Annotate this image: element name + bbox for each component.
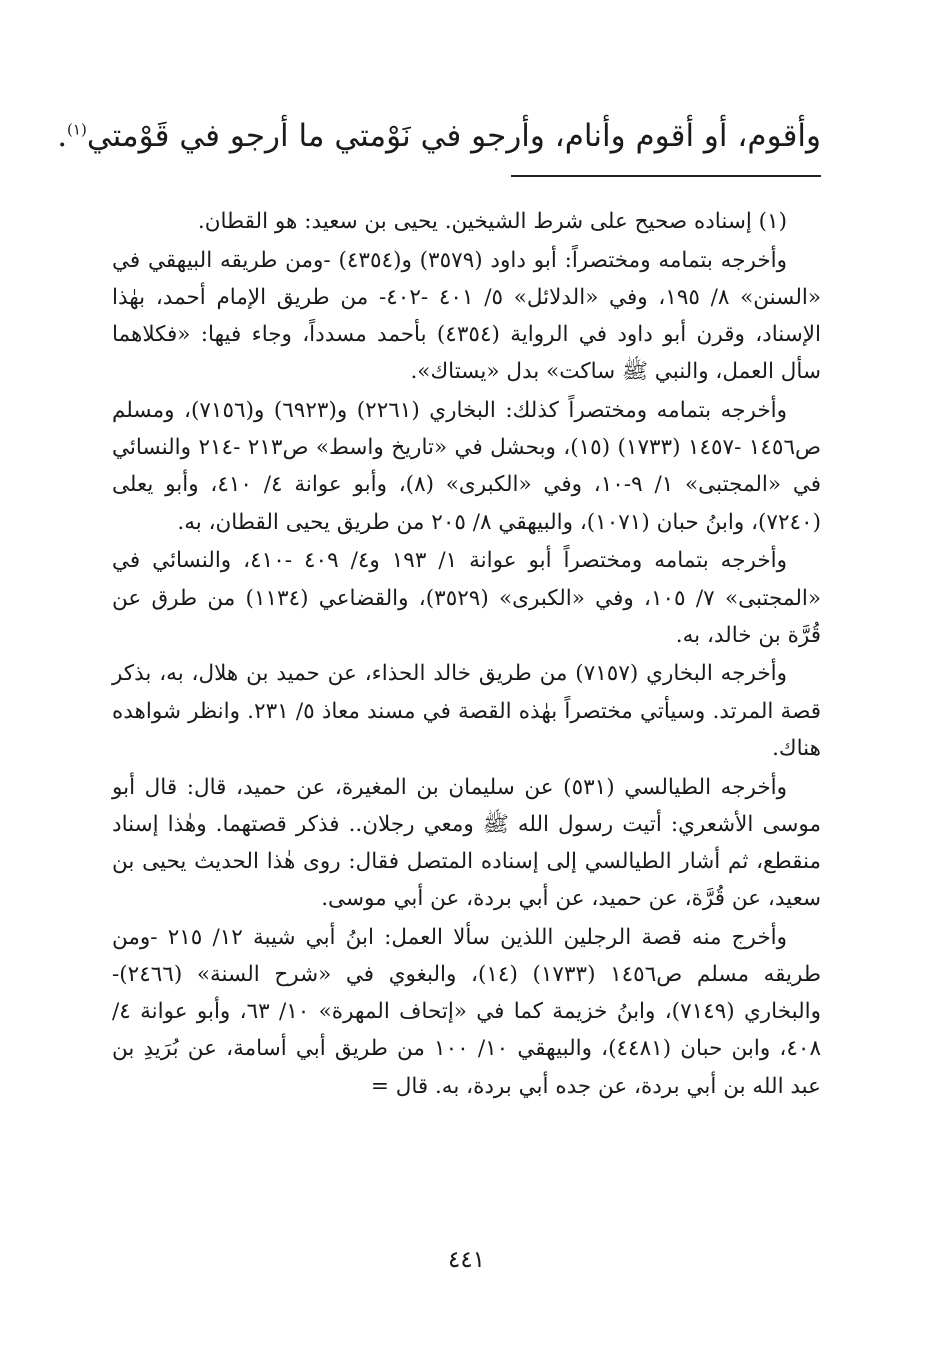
footnote-paragraph: وأخرجه البخاري (٧١٥٧) من طريق خالد الحذاء، عن حميد بن هلال، به، بذكر قصة المرتد. وسيأتي مختصراً بهٰذه القصة في مسند معاذ ٥/ ٢٣١. وانظر شواهده هناك. [112,661,822,761]
page-number: ٤٤١ [447,1247,486,1273]
footnote-paragraph: وأخرجه بتمامه ومختصراً كذلك: البخاري (٢٢٦١) و(٦٩٢٣) و(٧١٥٦)، ومسلم ص١٤٥٦ -١٤٥٧ (١٧٣٣) (١٥)، وبحشل في «تاريخ واسط» ص٢١٣ -٢١٤ والنسائي في «المجتبى» ١/ ٩-١٠، وفي «الكبرى» (٨)، وأبو عوانة ٤/ ٤١٠، وأبو يعلى (٧٢٤٠)، وابنُ حبان (١٠٧١)، والبيهقي ٨/ ٢٠٥ من طريق يحيى القطان، به. [112,398,822,535]
footnote-separator [511,175,821,177]
footnote-reference: (١) [67,120,87,139]
footnote-paragraph: وأخرجه الطيالسي (٥٣١) عن سليمان بن المغيرة، عن حميد، قال: قال أبو موسى الأشعري: أتيت رسول الله ﷺ ومعي رجلان.. فذكر قصتهما. وهٰذا إسناد منقطع، ثم أشار الطيالسي إلى إسناده المتصل فقال: روى هٰذا الحديث يحيى بن سعيد، عن قُرَّة، عن حميد، عن أبي بردة، عن أبي موسى. [112,774,821,912]
footnotes-section [112,203,821,1106]
main-text-line [57,112,821,160]
footnote-paragraph: وأخرجه بتمامه ومختصراً: أبو داود (٣٥٧٩) و(٤٣٥٤) -ومن طريقه البيهقي في «السنن» ٨/ ١٩٥، وفي «الدلائل» ٥/ ٤٠١ -٤٠٢- من طريق الإمام أحمد، بهٰذا الإسناد، وقرن أبو داود في الرواية (٤٣٥٤) بأحمد مسدداً، وجاء فيها: «فكلاهما سأل العمل، والنبي ﷺ ساكت» بدل «يستاك». [112,247,822,385]
footnote-paragraph: وأخرج منه قصة الرجلين اللذين سألا العمل: ابنُ أبي شيبة ١٢/ ٢١٥ -ومن طريقه مسلم ص١٤٥٦ (١٧٣٣) (١٤)، والبغوي في «شرح السنة» (٢٤٦٦)- والبخاري (٧١٤٩)، وابنُ خزيمة كما في «إتحاف المهرة» ١٠/ ٦٣، وأبو عوانة ٤/ ٤٠٨، وابن حبان (٤٤٨١)، والبيهقي ١٠/ ١٠٠ من طريق أبي أسامة، عن بُرَيدِ بن عبد الله بن أبي بردة، عن جده أبي بردة، به. قال = [112,924,822,1099]
main-text-end: . [57,118,68,154]
footnote-paragraph: (١) إسناده صحيح على شرط الشيخين. يحيى بن سعيد: هو القطان. [197,209,787,234]
main-text: وأقوم، أو أقوم وأنام، وأرجو في نَوْمتي ما أرجو في قَوْمتي [86,118,821,154]
footnote-paragraph: وأخرجه بتمامه ومختصراً أبو عوانة ١/ ١٩٣ و٤/ ٤٠٩ -٤١٠، والنسائي في «المجتبى» ٧/ ١٠٥، وفي «الكبرى» (٣٥٢٩)، والقضاعي (١١٣٤) من طرق عن قُرَّة بن خالد، به. [112,548,821,648]
